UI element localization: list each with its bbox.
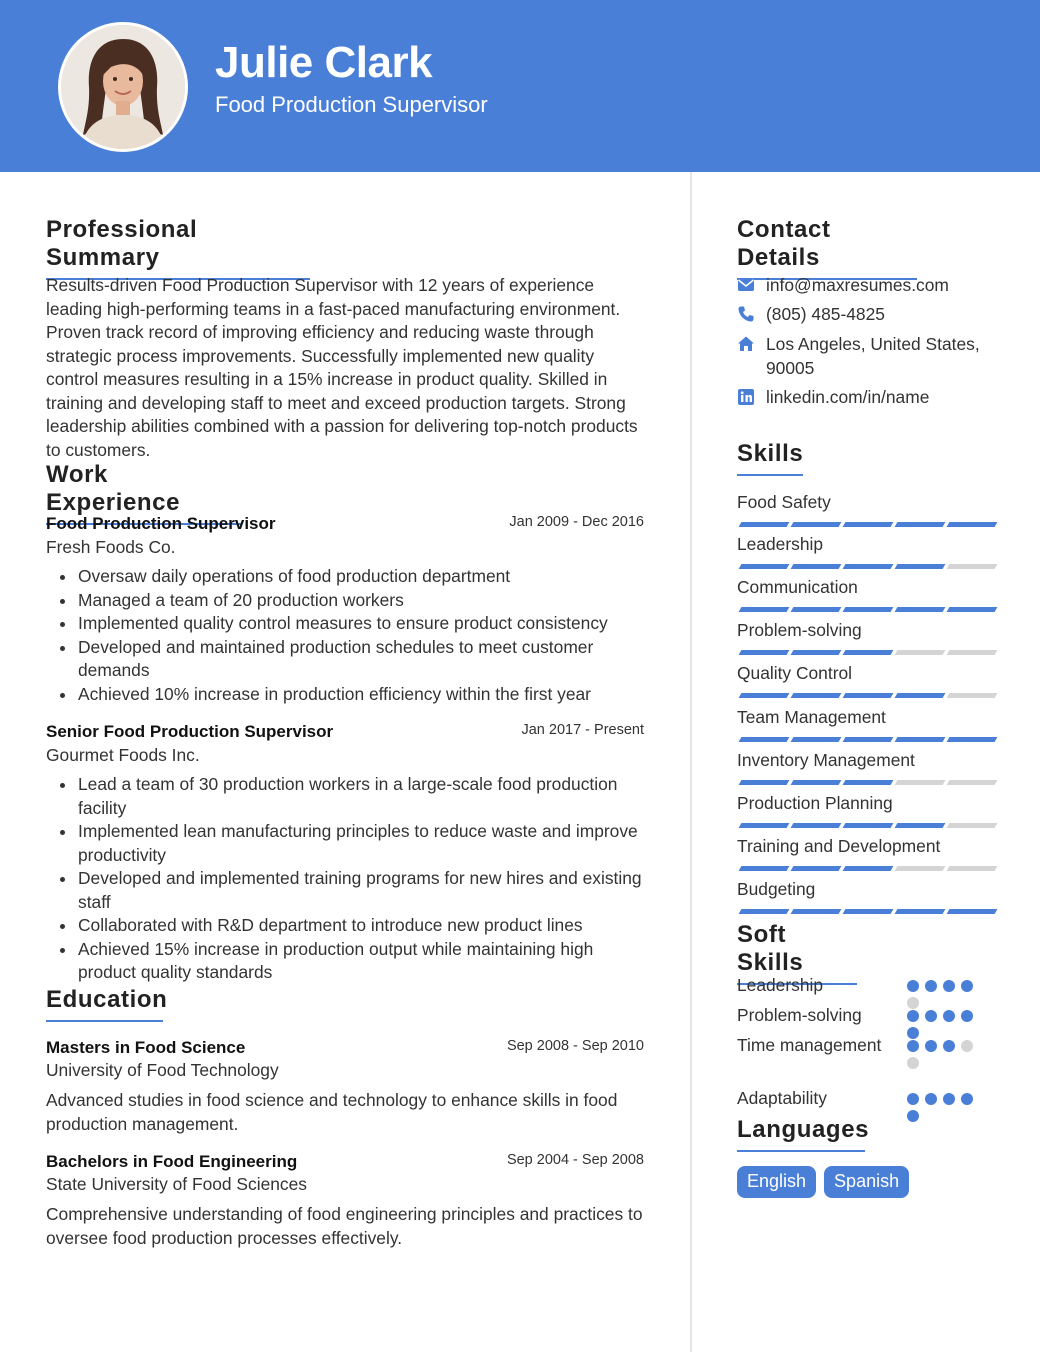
skill-level-segment: [739, 522, 790, 527]
skill-level-segment: [843, 607, 894, 612]
school-name: University of Food Technology: [46, 1060, 279, 1080]
soft-skill-dot: [961, 980, 973, 992]
skill-level-segment: [895, 780, 946, 785]
education-description: Comprehensive understanding of food engineering principles and practices to oversee food production processes effectively.: [46, 1204, 643, 1248]
skill-level-segment: [791, 564, 842, 569]
soft-skill-name: Time management: [737, 1035, 882, 1055]
skill-level-segment: [947, 522, 998, 527]
skill-level-segment: [739, 737, 790, 742]
skill-level-segment: [791, 866, 842, 871]
job-date: Jan 2009 - Dec 2016: [509, 514, 644, 530]
skill-level-bar: [740, 607, 996, 612]
soft-skill-dot: [925, 1040, 937, 1052]
skill-level-segment: [739, 823, 790, 828]
skill-level-bar: [740, 866, 996, 871]
candidate-name: Julie Clark: [215, 38, 433, 87]
skill-level-segment: [947, 866, 998, 871]
skill-level-bar: [740, 909, 996, 914]
job-bullet: Implemented quality control measures to ensure product consistency: [46, 612, 646, 636]
skill-level-segment: [895, 823, 946, 828]
soft-skill-dot: [961, 1010, 973, 1022]
skill-level-segment: [895, 909, 946, 914]
education-description: Advanced studies in food science and technology to enhance skills in food production management.: [46, 1090, 618, 1134]
job-entry: [46, 722, 646, 985]
skill-level-segment: [947, 823, 998, 828]
job-bullet: Collaborated with R&D department to introduce new product lines: [46, 914, 646, 938]
skill-name: Food Safety: [737, 492, 831, 512]
soft-skill-name: Adaptability: [737, 1088, 827, 1108]
location-text: Los Angeles, United States, 90005: [766, 334, 980, 378]
skill-level-segment: [739, 780, 790, 785]
soft-skill-dot: [907, 997, 919, 1009]
skill-name: Team Management: [737, 707, 886, 727]
portrait-image: [61, 25, 185, 149]
skill-level-segment: [791, 650, 842, 655]
soft-skill-dot: [961, 1093, 973, 1105]
skill-level-segment: [947, 607, 998, 612]
language-tag: English: [737, 1166, 816, 1198]
skill-level-segment: [791, 607, 842, 612]
soft-skill-dot: [907, 1040, 919, 1052]
home-icon: [737, 335, 755, 353]
school-name: State University of Food Sciences: [46, 1174, 307, 1194]
job-title: Senior Food Production Supervisor: [46, 722, 334, 741]
skill-level-bar: [740, 650, 996, 655]
job-date: Jan 2017 - Present: [521, 722, 644, 738]
skill-level-bar: [740, 564, 996, 569]
skill-level-segment: [739, 866, 790, 871]
skill-name: Communication: [737, 577, 858, 597]
soft-skill-dots: [907, 1093, 977, 1122]
job-bullet: Achieved 15% increase in production output while maintaining high product quality standards: [46, 938, 646, 985]
soft-skill-dot: [907, 1010, 919, 1022]
profile-photo: [58, 22, 188, 152]
skill-level-segment: [947, 737, 998, 742]
skill-level-segment: [843, 823, 894, 828]
skill-level-segment: [843, 866, 894, 871]
skill-name: Inventory Management: [737, 750, 915, 770]
skill-level-segment: [791, 693, 842, 698]
skill-level-segment: [895, 607, 946, 612]
language-tag: Spanish: [824, 1166, 909, 1198]
education-entry: [46, 1152, 646, 1250]
skill-name: Production Planning: [737, 793, 893, 813]
skill-name: Quality Control: [737, 663, 853, 683]
soft-skill-dot: [943, 1093, 955, 1105]
skill-level-bar: [740, 823, 996, 828]
soft-skill-dot: [925, 980, 937, 992]
degree-title: Bachelors in Food Engineering: [46, 1152, 298, 1171]
company-name: Fresh Foods Co.: [46, 537, 176, 557]
skill-level-segment: [739, 564, 790, 569]
soft-skill-dots: [907, 1040, 977, 1069]
resume-header: [0, 0, 1040, 172]
soft-skill-dot: [925, 1093, 937, 1105]
soft-skill-dot: [907, 1093, 919, 1105]
phone-icon: [737, 305, 755, 323]
soft-skill-dots: [907, 980, 977, 1009]
education-heading: Education: [46, 986, 163, 1022]
skill-level-segment: [791, 737, 842, 742]
education-date: Sep 2004 - Sep 2008: [506, 1152, 644, 1168]
skill-level-segment: [895, 866, 946, 871]
skill-level-segment: [791, 780, 842, 785]
skill-level-segment: [895, 693, 946, 698]
soft-skill-name: Problem-solving: [737, 1005, 862, 1025]
degree-title: Masters in Food Science: [46, 1038, 246, 1057]
skill-level-segment: [947, 650, 998, 655]
job-bullet: Managed a team of 20 production workers: [46, 589, 646, 613]
envelope-icon: [737, 276, 755, 294]
job-title: Food Production Supervisor: [46, 514, 276, 533]
soft-skill-dot: [961, 1040, 973, 1052]
soft-skill-dot: [943, 1010, 955, 1022]
job-bullet: Implemented lean manufacturing principles to reduce waste and improve productivity: [46, 820, 646, 867]
job-bullets: [46, 565, 646, 706]
skill-level-segment: [895, 650, 946, 655]
skill-name: Training and Development: [737, 836, 941, 856]
phone-text: (805) 485-4825: [766, 304, 885, 324]
skill-level-segment: [843, 909, 894, 914]
skill-level-segment: [843, 564, 894, 569]
linkedin-icon: [737, 388, 755, 406]
languages-heading: Languages: [737, 1116, 865, 1152]
skill-level-bar: [740, 693, 996, 698]
skill-level-segment: [791, 522, 842, 527]
skill-level-segment: [739, 650, 790, 655]
skill-level-segment: [739, 607, 790, 612]
skill-name: Leadership: [737, 534, 824, 554]
skill-level-segment: [947, 780, 998, 785]
job-bullet: Lead a team of 30 production workers in a large-scale food production facility: [46, 773, 646, 820]
skill-level-segment: [895, 737, 946, 742]
soft-skill-dot: [943, 1040, 955, 1052]
skill-level-bar: [740, 737, 996, 742]
soft-skill-dot: [907, 1110, 919, 1122]
soft-skill-dots: [907, 1010, 977, 1039]
skill-level-segment: [895, 564, 946, 569]
skill-level-segment: [843, 650, 894, 655]
skill-level-segment: [791, 823, 842, 828]
skill-level-segment: [843, 737, 894, 742]
contact-linkedin[interactable]: [737, 386, 1006, 410]
skill-level-segment: [739, 693, 790, 698]
skill-level-segment: [791, 909, 842, 914]
contact-phone[interactable]: [737, 303, 1006, 327]
skill-level-segment: [739, 909, 790, 914]
skill-level-segment: [947, 693, 998, 698]
soft-skill-dot: [907, 1027, 919, 1039]
contact-heading: Contact Details: [737, 216, 917, 280]
education-date: Sep 2008 - Sep 2010: [506, 1038, 644, 1054]
job-bullet: Developed and maintained production schedules to meet customer demands: [46, 636, 646, 683]
soft-skill-dot: [925, 1010, 937, 1022]
summary-text: Results-driven Food Production Supervisor with 12 years of experience leading high-performing teams in a fast-paced manufacturing environment. Proven track record of improving efficiency and reducing waste through strategic process improvements. Successfully implemented new quality control measures resulting in a 15% increase in product quality. Skilled in training and developing staff to meet and exceed production targets. Strong leadership abilities combined with a passion for delivering top-notch products to customers.: [46, 275, 638, 460]
skill-level-segment: [947, 909, 998, 914]
company-name: Gourmet Foods Inc.: [46, 745, 200, 765]
skills-heading: Skills: [737, 440, 803, 476]
skill-level-segment: [895, 522, 946, 527]
job-bullet: Oversaw daily operations of food production department: [46, 565, 646, 589]
skill-level-segment: [947, 564, 998, 569]
education-entry: [46, 1038, 646, 1136]
skill-name: Budgeting: [737, 879, 816, 899]
job-entry: [46, 514, 646, 706]
contact-location: [737, 333, 1006, 380]
column-divider: [690, 172, 692, 1352]
email-text: info@maxresumes.com: [766, 275, 949, 295]
contact-email[interactable]: [737, 274, 1006, 298]
summary-heading: Professional Summary: [46, 216, 310, 280]
skill-level-bar: [740, 780, 996, 785]
skill-level-segment: [843, 693, 894, 698]
experience-heading: Work Experience: [46, 461, 241, 525]
job-bullets: [46, 773, 646, 985]
skill-level-segment: [843, 780, 894, 785]
soft-skill-name: Leadership: [737, 975, 824, 995]
soft-skill-dot: [907, 980, 919, 992]
soft-skill-dot: [943, 980, 955, 992]
soft-skill-dot: [907, 1057, 919, 1069]
skill-name: Problem-solving: [737, 620, 862, 640]
skill-level-bar: [740, 522, 996, 527]
skill-level-segment: [843, 522, 894, 527]
job-bullet: Achieved 10% increase in production efficiency within the first year: [46, 683, 646, 707]
linkedin-text: linkedin.com/in/name: [766, 387, 930, 407]
soft-skills-heading: Soft Skills: [737, 921, 857, 985]
job-bullet: Developed and implemented training programs for new hires and existing staff: [46, 867, 646, 914]
candidate-title: Food Production Supervisor: [215, 92, 488, 117]
languages-list: [737, 1166, 909, 1198]
